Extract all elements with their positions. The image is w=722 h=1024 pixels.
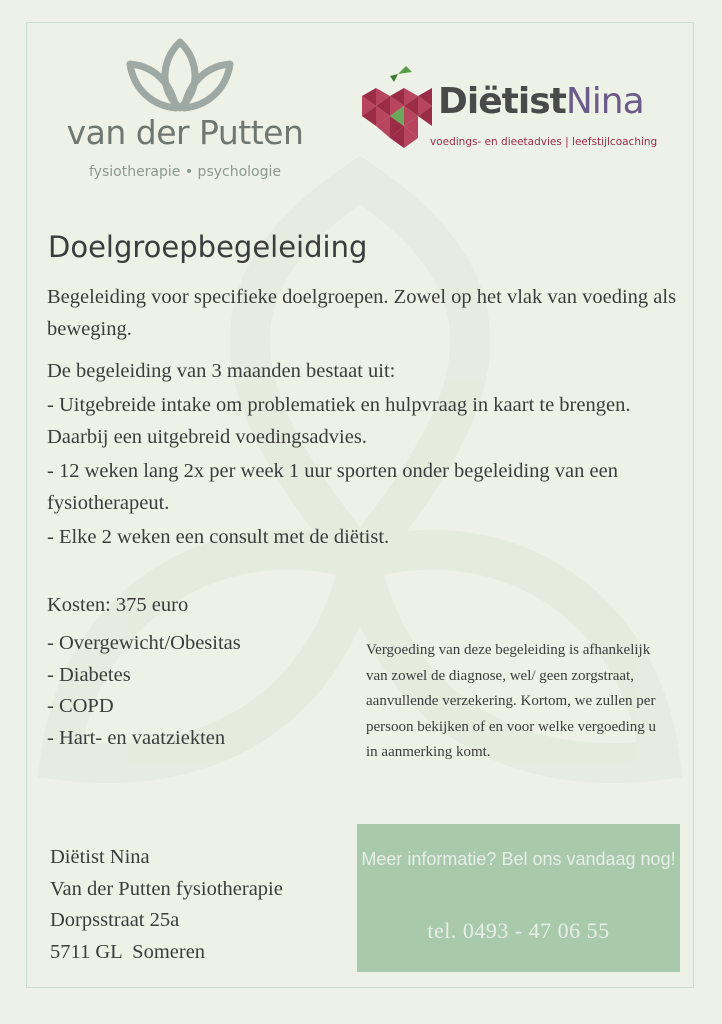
dietist-nina-name: DiëtistNina <box>438 81 644 122</box>
intro-paragraph: Begeleiding voor specifieke doelgroepen. Zowel op het vlak van voeding als beweging. <box>47 286 677 340</box>
phone-number[interactable]: tel. 0493 - 47 06 55 <box>427 918 610 943</box>
apple-icon <box>360 62 440 162</box>
reimbursement-note: Vergoeding van deze begeleiding is afhankelijk van zowel de diagnose, wel/ geen zorgstraat, aanvullende verzekering. Kortom, we zullen per persoon bekijken of en voor welke vergoeding u in aanmerking komt. <box>366 642 657 760</box>
cost: Kosten: 375 euro <box>47 594 189 616</box>
program-heading: De begeleiding van 3 maanden bestaat uit: <box>47 360 396 382</box>
list-item: - Overgewicht/Obesitas <box>47 632 241 654</box>
logo-dietist-nina <box>358 58 678 158</box>
brand-name: van der Putten <box>66 113 304 152</box>
list-item: - Hart- en vaatziekten <box>47 726 226 749</box>
address-line: Dorpsstraat 25a <box>50 909 180 931</box>
dietist-nina-tagline: voedings- en dieetadvies | leefstijlcoaching <box>430 136 658 148</box>
list-item: - Diabetes <box>47 663 131 686</box>
program-item: - Uitgebreide intake om problematiek en hulpvraag in kaart te brengen. Daarbij een uitgebreid voedingsadvies. <box>47 394 631 448</box>
address-line: Diëtist Nina <box>50 846 150 868</box>
description <box>47 281 677 623</box>
logo-van-der-putten <box>50 36 320 186</box>
address-block <box>50 842 283 968</box>
program-item: - Elke 2 weken een consult met de diëtist. <box>47 526 390 548</box>
address-line: Van der Putten fysiotherapie <box>50 877 283 900</box>
brand-subtitle: fysiotherapie • psychologie <box>88 164 282 180</box>
page-title: Doelgroepbegeleiding <box>48 230 368 264</box>
list-item: - COPD <box>47 695 114 717</box>
contact-box <box>357 824 680 972</box>
address-line: 5711 GL Someren <box>50 940 206 963</box>
program-item: - 12 weken lang 2x per week 1 uur sporten onder begeleiding van een fysiotherapeut. <box>47 460 618 514</box>
conditions-list <box>47 628 241 754</box>
lotus-icon <box>126 36 234 114</box>
contact-question: Meer informatie? Bel ons vandaag nog! <box>361 849 676 869</box>
